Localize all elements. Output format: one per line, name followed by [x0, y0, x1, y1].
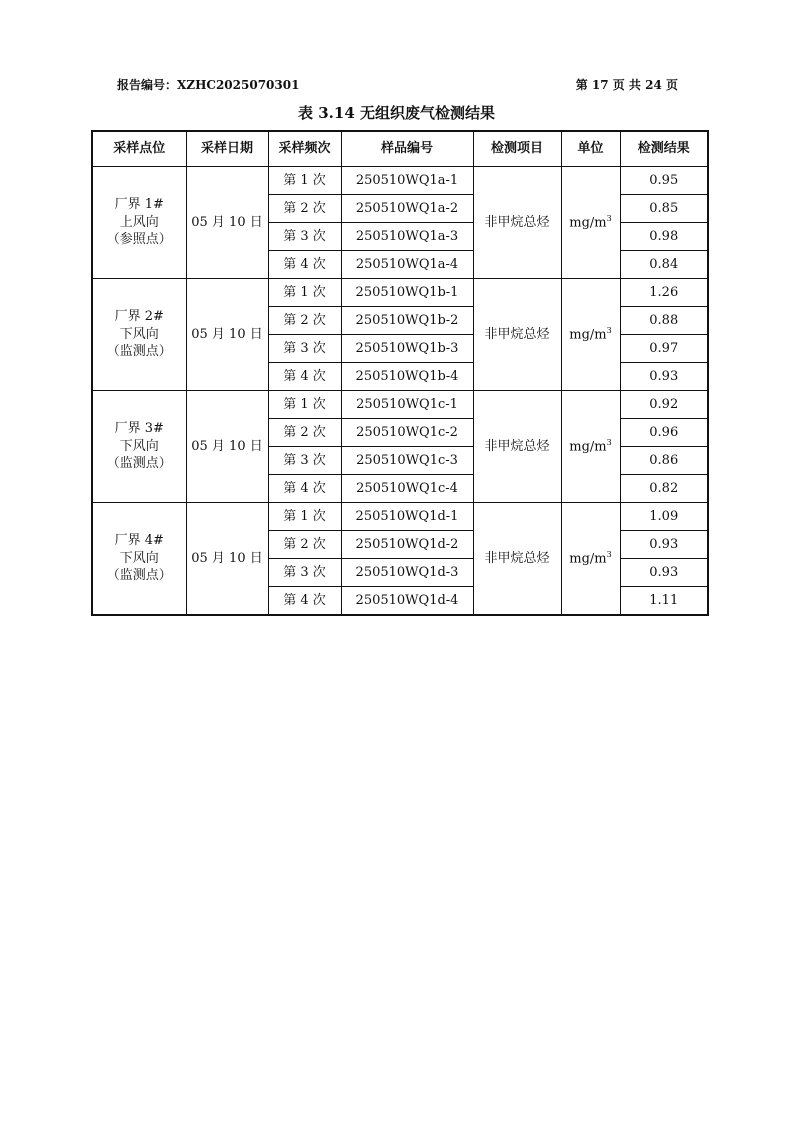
- unit: [561, 279, 620, 391]
- report-number: 报告编号：XZHC2025070301: [117, 78, 300, 92]
- test-result: 1.26: [620, 279, 708, 307]
- test-result: 0.86: [620, 447, 708, 475]
- sampling-frequency: 第 3 次: [268, 223, 341, 251]
- test-item: 非甲烷总烃: [473, 503, 561, 616]
- sampling-frequency: 第 2 次: [268, 419, 341, 447]
- test-result: 0.96: [620, 419, 708, 447]
- column-header: 采样点位: [92, 131, 186, 167]
- test-result: 1.09: [620, 503, 708, 531]
- site-direction: 下风向: [119, 326, 159, 342]
- page-number: 第 17 页 共 24 页: [575, 78, 678, 92]
- sampling-frequency: 第 1 次: [268, 279, 341, 307]
- test-result: 0.84: [620, 251, 708, 279]
- unit: [561, 503, 620, 616]
- sampling-frequency: 第 1 次: [268, 503, 341, 531]
- sampling-frequency: 第 4 次: [268, 363, 341, 391]
- sampling-frequency: 第 1 次: [268, 167, 341, 195]
- site-type: （监测点）: [106, 568, 172, 584]
- sample-id: 250510WQ1a-2: [341, 195, 473, 223]
- sample-id: 250510WQ1c-4: [341, 475, 473, 503]
- sampling-date: 05 月 10 日: [186, 167, 268, 279]
- sampling-date: 05 月 10 日: [186, 279, 268, 391]
- header-row: [92, 131, 708, 167]
- test-result: 1.11: [620, 587, 708, 616]
- test-result: 0.85: [620, 195, 708, 223]
- table-row: [92, 503, 708, 531]
- sampling-site: [92, 279, 186, 391]
- sample-id: 250510WQ1a-1: [341, 167, 473, 195]
- table-title: 表 3.14 无组织废气检测结果: [298, 104, 495, 122]
- sample-id: 250510WQ1d-2: [341, 531, 473, 559]
- site-name: 厂界 1#: [114, 197, 164, 213]
- sample-id: 250510WQ1b-3: [341, 335, 473, 363]
- page-header: [117, 76, 678, 96]
- unit-base: mg/m: [569, 326, 607, 342]
- sample-id: 250510WQ1c-2: [341, 419, 473, 447]
- sampling-frequency: 第 3 次: [268, 447, 341, 475]
- column-header: 检测结果: [620, 131, 708, 167]
- sampling-site: [92, 391, 186, 503]
- results-table: [91, 130, 709, 616]
- site-direction: 下风向: [119, 438, 159, 454]
- unit-exponent: 3: [606, 213, 612, 223]
- sampling-frequency: 第 2 次: [268, 307, 341, 335]
- column-header: 检测项目: [473, 131, 561, 167]
- table-row: [92, 391, 708, 419]
- test-result: 0.93: [620, 363, 708, 391]
- site-name: 厂界 3#: [114, 421, 164, 437]
- sampling-frequency: 第 1 次: [268, 391, 341, 419]
- site-name: 厂界 4#: [114, 533, 164, 549]
- sampling-date: 05 月 10 日: [186, 391, 268, 503]
- sampling-frequency: 第 4 次: [268, 475, 341, 503]
- sample-id: 250510WQ1a-3: [341, 223, 473, 251]
- sampling-frequency: 第 4 次: [268, 251, 341, 279]
- test-result: 0.93: [620, 531, 708, 559]
- column-header: 单位: [561, 131, 620, 167]
- test-result: 0.95: [620, 167, 708, 195]
- sample-id: 250510WQ1d-1: [341, 503, 473, 531]
- table-row: [92, 279, 708, 307]
- column-header: 样品编号: [341, 131, 473, 167]
- site-type: （参照点）: [106, 232, 172, 248]
- test-result: 0.82: [620, 475, 708, 503]
- test-item: 非甲烷总烃: [473, 391, 561, 503]
- sampling-frequency: 第 2 次: [268, 195, 341, 223]
- sampling-site: [92, 167, 186, 279]
- site-direction: 下风向: [119, 550, 159, 566]
- sample-id: 250510WQ1d-4: [341, 587, 473, 616]
- test-item: 非甲烷总烃: [473, 279, 561, 391]
- table-row: [92, 167, 708, 195]
- unit-exponent: 3: [606, 325, 612, 335]
- sample-id: 250510WQ1c-3: [341, 447, 473, 475]
- site-type: （监测点）: [106, 344, 172, 360]
- sample-id: 250510WQ1b-4: [341, 363, 473, 391]
- site-type: （监测点）: [106, 456, 172, 472]
- sampling-date: 05 月 10 日: [186, 503, 268, 616]
- test-result: 0.93: [620, 559, 708, 587]
- test-item: 非甲烷总烃: [473, 167, 561, 279]
- unit-exponent: 3: [606, 437, 612, 447]
- column-header: 采样频次: [268, 131, 341, 167]
- unit-base: mg/m: [569, 214, 607, 230]
- sample-id: 250510WQ1b-2: [341, 307, 473, 335]
- sample-id: 250510WQ1c-1: [341, 391, 473, 419]
- sample-id: 250510WQ1b-1: [341, 279, 473, 307]
- test-result: 0.98: [620, 223, 708, 251]
- sampling-frequency: 第 3 次: [268, 335, 341, 363]
- sample-id: 250510WQ1d-3: [341, 559, 473, 587]
- sampling-site: [92, 503, 186, 616]
- column-header: 采样日期: [186, 131, 268, 167]
- sampling-frequency: 第 3 次: [268, 559, 341, 587]
- test-result: 0.97: [620, 335, 708, 363]
- site-direction: 上风向: [119, 214, 159, 230]
- site-name: 厂界 2#: [114, 309, 164, 325]
- sampling-frequency: 第 4 次: [268, 587, 341, 616]
- unit-base: mg/m: [569, 550, 607, 566]
- test-result: 0.88: [620, 307, 708, 335]
- unit-base: mg/m: [569, 438, 607, 454]
- sample-id: 250510WQ1a-4: [341, 251, 473, 279]
- sampling-frequency: 第 2 次: [268, 531, 341, 559]
- unit-exponent: 3: [606, 549, 612, 559]
- test-result: 0.92: [620, 391, 708, 419]
- unit: [561, 391, 620, 503]
- unit: [561, 167, 620, 279]
